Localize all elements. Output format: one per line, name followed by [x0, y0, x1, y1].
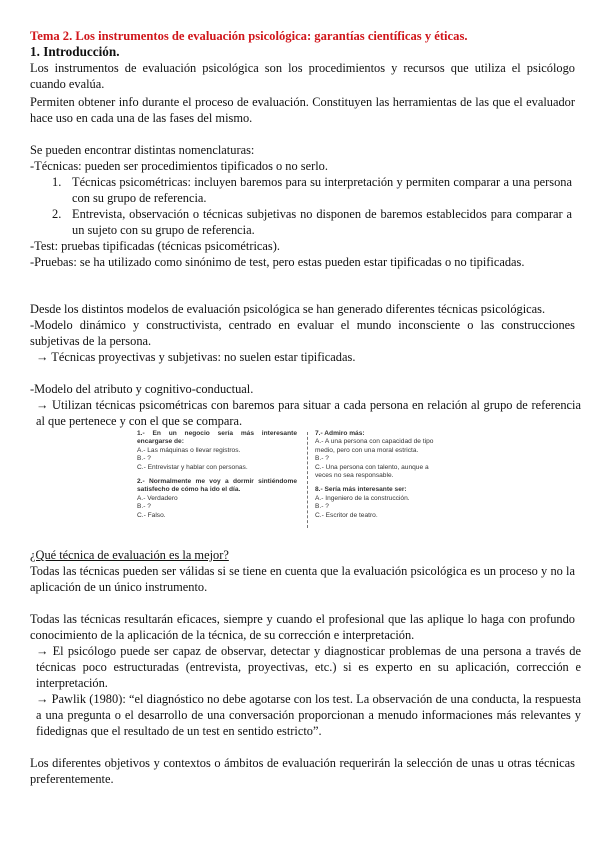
figure-right-column	[315, 430, 447, 520]
figure-option: C.- Una persona con talento, aunque a veces no sea responsable.	[315, 463, 429, 480]
paragraph-eficacia: Todas las técnicas resultarán eficaces, siempre y cuando el profesional que las aplique lo haga con profundo conocimiento de la aplicación de la técnica, de su corrección e interpretación.	[30, 612, 575, 642]
item-tecnicas: -Técnicas: pueden ser procedimientos tipificados o no serlo.	[30, 159, 328, 173]
figure-divider	[307, 432, 308, 528]
item-pruebas: -Pruebas: se ha utilizado como sinónimo de test, pero estas pueden estar tipificadas o no tipificadas.	[30, 255, 525, 269]
test-items-figure	[137, 430, 447, 528]
item-modelo-atributo: -Modelo del atributo y cognitivo-conductual.	[30, 382, 254, 396]
figure-option: B.- ?	[315, 503, 329, 511]
figure-option: B.- ?	[315, 455, 329, 463]
figure-option: C.- Escritor de teatro.	[315, 511, 378, 519]
paragraph-funcion: Permiten obtener info durante el proceso de evaluación. Constituyen las herramientas de las que el evaluador hace uso en cada una de las fases del mismo.	[30, 95, 575, 125]
paragraph-definicion: Los instrumentos de evaluación psicológica son los procedimientos y recursos que utiliza el psicólogo cuando evalúa.	[30, 61, 575, 91]
figure-question: 1.- En un negocio sería más interesante encargarse de:	[137, 430, 297, 446]
paragraph-modelos: Desde los distintos modelos de evaluación psicológica se han generado diferentes técnicas psicológicas.	[30, 302, 546, 316]
paragraph-validez: Todas las técnicas pueden ser válidas si se tiene en cuenta que la evaluación psicológica es un proceso y no la aplicación de un único instrumento.	[30, 564, 575, 594]
arrow-note-psicologo: → El psicólogo puede ser capaz de observar, detectar y diagnosticar problemas de una persona a través de técnicas poco estructuradas (entrevista, proyectivas, etc.) si es experto en su aplicación, corrección e interpretación.	[36, 644, 581, 690]
list-item-text: Técnicas psicométricas: incluyen baremos para su interpretación y permiten comparar a una persona con su grupo de referencia.	[72, 175, 572, 205]
figure-left-column	[137, 430, 297, 520]
figure-option: A.- Las máquinas o llevar registros.	[137, 446, 241, 454]
figure-option: C.- Falso.	[137, 511, 166, 519]
figure-question: 7.- Admiro más:	[315, 430, 365, 437]
figure-option: B.- ?	[137, 455, 151, 463]
figure-option: A.- Verdadero	[137, 494, 178, 502]
arrow-note-pawlik: → Pawlik (1980): “el diagnóstico no debe agotarse con los test. La observación de una conducta, la respuesta a una pregunta o el desarrollo de una conversación proporcionan a menudo informaciones más relevantes y fidedignas que el resultado de un test en sentido estricto”.	[36, 692, 581, 738]
figure-question: 8.- Sería más interesante ser:	[315, 486, 407, 494]
figure-option: C.- Entrevistar y hablar con personas.	[137, 463, 248, 471]
item-modelo-dinamico: -Modelo dinámico y constructivista, centrado en evaluar el mundo inconsciente o las construcciones subjetivas de la persona.	[30, 318, 575, 348]
list-item-number: 1.	[52, 175, 62, 189]
figure-option: A.- A una persona con capacidad de tipo medio, pero con una moral estricta.	[315, 438, 434, 454]
item-test: -Test: pruebas tipificadas (técnicas psicométricas).	[30, 239, 280, 253]
figure-option: A.- Ingeniero de la construcción.	[315, 494, 410, 502]
list-item-text: Entrevista, observación o técnicas subjetivas no disponen de baremos establecidos para comparar a un sujeto con su grupo de referencia.	[72, 207, 572, 237]
arrow-note-psicometricas: → Utilizan técnicas psicométricas con baremos para situar a cada persona en relación al grupo de referencia al que pertenece y con el que se compara.	[36, 398, 581, 428]
subheading-mejor-tecnica: ¿Qué técnica de evaluación es la mejor?	[30, 548, 229, 562]
document-title: Tema 2. Los instrumentos de evaluación psicológica: garantías científicas y éticas.	[30, 29, 468, 43]
paragraph-nomenclaturas: Se pueden encontrar distintas nomenclaturas:	[30, 143, 255, 157]
figure-question: 2.- Normalmente me voy a dormir sintiéndome satisfecho de cómo ha ido el día.	[137, 478, 297, 494]
paragraph-seleccion: Los diferentes objetivos y contextos o ámbitos de evaluación requerirán la selección de unas u otras técnicas preferentemente.	[30, 756, 575, 786]
list-item-number: 2.	[52, 207, 62, 221]
section-heading-introduccion: 1. Introducción.	[30, 44, 120, 59]
arrow-note-proyectivas: → Técnicas proyectivas y subjetivas: no suelen estar tipificadas.	[36, 350, 356, 364]
figure-option: B.- ?	[137, 503, 151, 511]
